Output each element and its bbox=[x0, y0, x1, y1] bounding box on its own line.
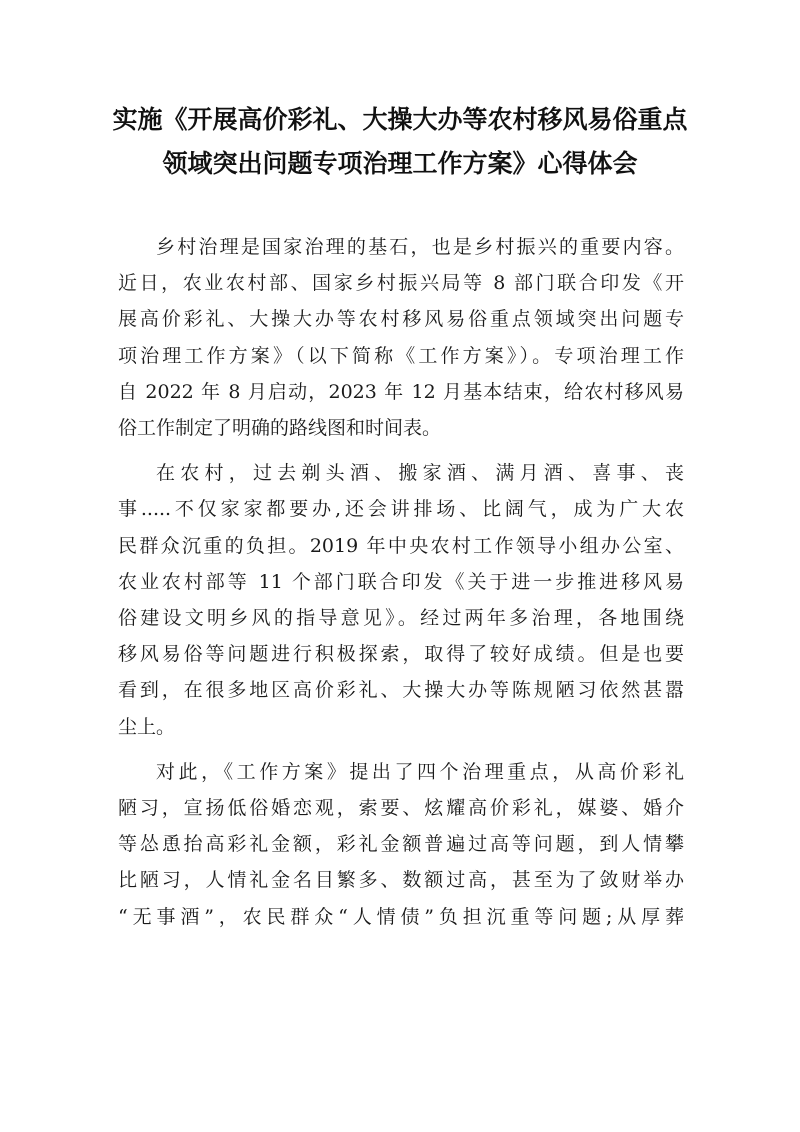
text-line: 事.....不仅家家都要办,还会讲排场、比阔气，成为广大农 bbox=[118, 498, 684, 521]
text-line: 在农村，过去剃头酒、搬家酒、满月酒、喜事、丧 bbox=[156, 462, 684, 485]
paragraph bbox=[118, 229, 684, 446]
title-line: 领域突出问题专项治理工作方案》心得体会 bbox=[162, 149, 638, 178]
document-body bbox=[118, 229, 684, 944]
text-line: 俗工作制定了明确的路线图和时间表。 bbox=[118, 417, 442, 440]
text-line: 民群众沉重的负担。2019 年中央农村工作领导小组办公室、 bbox=[118, 534, 684, 557]
text-line: 等怂恿抬高彩礼金额，彩礼金额普遍过高等问题，到人情攀 bbox=[118, 833, 684, 856]
text-line: 项治理工作方案》（以下简称《工作方案》）。专项治理工作 bbox=[118, 344, 684, 367]
paragraph bbox=[118, 455, 684, 745]
text-line: 比陋习，人情礼金名目繁多、数额过高，甚至为了敛财举办 bbox=[118, 869, 684, 892]
text-line: 近日，农业农村部、国家乡村振兴局等 8 部门联合印发《开 bbox=[118, 272, 684, 295]
text-line: 自 2022 年 8 月启动，2023 年 12 月基本结束，给农村移风易 bbox=[118, 380, 684, 403]
text-line: 移风易俗等问题进行积极探索，取得了较好成绩。但是也要 bbox=[118, 643, 684, 666]
text-line: “无事酒”，农民群众“人情债”负担沉重等问题;从厚葬 bbox=[118, 905, 684, 928]
text-line: 看到，在很多地区高价彩礼、大操大办等陈规陋习依然甚嚣 bbox=[118, 679, 684, 702]
text-line: 俗建设文明乡风的指导意见》。经过两年多治理，各地围绕 bbox=[118, 607, 684, 630]
text-line: 陋习，宣扬低俗婚恋观，索要、炫耀高价彩礼，媒婆、婚介 bbox=[118, 797, 684, 820]
text-line: 展高价彩礼、大操大办等农村移风易俗重点领域突出问题专 bbox=[118, 308, 684, 331]
text-line: 对此，《工作方案》提出了四个治理重点，从高价彩礼 bbox=[156, 760, 684, 783]
title-line: 实施《开展高价彩礼、大操大办等农村移风易俗重点 bbox=[112, 105, 688, 134]
paragraph bbox=[118, 754, 684, 935]
text-line: 农业农村部等 11 个部门联合印发《关于进一步推进移风易 bbox=[118, 570, 684, 593]
text-line: 尘上。 bbox=[118, 715, 176, 738]
document-title bbox=[100, 98, 700, 186]
text-line: 乡村治理是国家治理的基石，也是乡村振兴的重要内容。 bbox=[156, 236, 684, 258]
